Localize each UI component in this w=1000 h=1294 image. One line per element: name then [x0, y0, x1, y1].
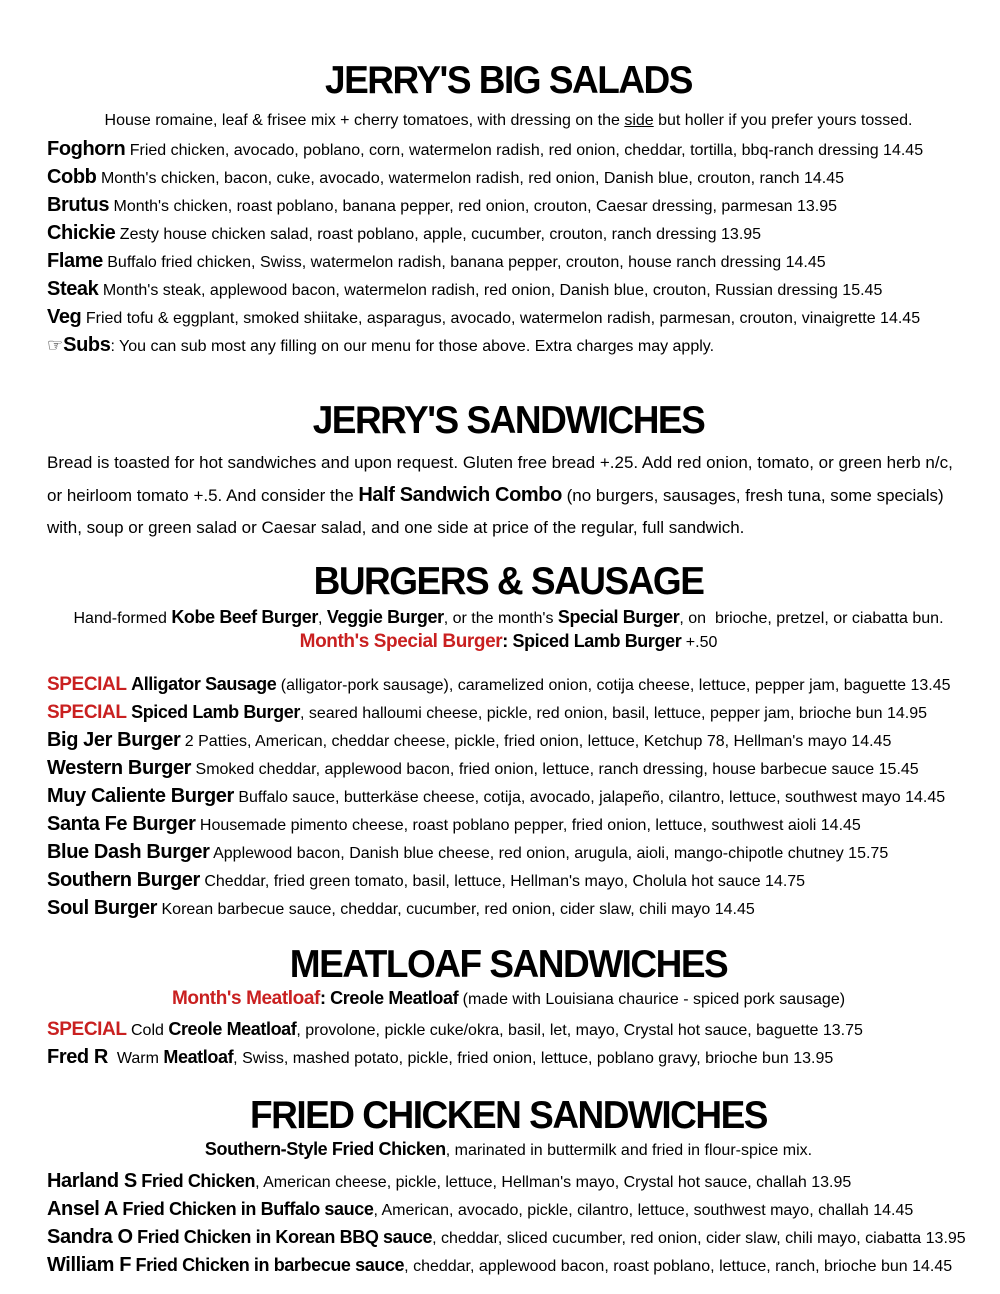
text-segment: (alligator-pork sausage), caramelized onion, cotija cheese, lettuce, pepper jam, baguette 13.45 [276, 677, 951, 694]
text-segment: , seared halloumi cheese, pickle, red onion, basil, lettuce, pepper jam, brioche bun 14.95 [299, 705, 927, 722]
text-segment: Big Jer Burger [47, 729, 181, 751]
text-segment: Meatloaf [163, 1047, 234, 1067]
menu-item-special-alligator-sausage [47, 671, 970, 699]
section-title-meatloaf-sandwiches: MEATLOAF SANDWICHES [289, 942, 728, 986]
menu-item-southern-burger [47, 867, 970, 895]
text-segment: Fried Chicken in Korean BBQ sauce [137, 1227, 433, 1247]
pointing-finger-icon: ☞ [47, 335, 64, 356]
menu-item-soul-burger [47, 895, 970, 923]
menu-item-muy-caliente-burger [47, 783, 970, 811]
text-segment: Western Burger [47, 757, 192, 779]
text-segment: Chickie [47, 222, 116, 244]
text-segment: Month's chicken, roast poblano, banana pepper, red onion, crouton, Caesar dressing, parmesan 13.95 [109, 198, 838, 215]
text-segment: Housemade pimento cheese, roast poblano pepper, fried onion, lettuce, southwest aioli 14.45 [195, 817, 861, 834]
text-segment: Veggie Burger [326, 607, 444, 627]
menu-item-big-jer-burger [47, 727, 970, 755]
text-segment: Flame [47, 250, 103, 272]
text-segment: Applewood bacon, Danish blue cheese, red onion, arugula, aioli, mango-chipotle chutney 15.75 [209, 845, 889, 862]
text-segment: , on brioche, pretzel, or ciabatta bun. [679, 610, 944, 627]
text-segment: Half Sandwich Combo [358, 484, 562, 506]
text-segment: SPECIAL [47, 674, 132, 695]
section-title-fried-chicken: FRIED CHICKEN SANDWICHES [250, 1093, 767, 1137]
menu-item-william-f [47, 1252, 970, 1280]
menu-item-foghorn [47, 136, 970, 164]
text-segment: Foghorn [47, 138, 126, 160]
text-segment: Cold [126, 1022, 169, 1039]
menu-item-veg [47, 304, 970, 332]
text-segment: Fried Chicken [141, 1171, 256, 1191]
text-segment: Month's steak, applewood bacon, watermelon radish, red onion, Danish blue, crouton, Russian dressing 15.45 [98, 282, 883, 299]
text-segment: but holler if you prefer yours tossed. [653, 112, 913, 129]
text-segment: Month's Special Burger [299, 631, 503, 652]
text-segment: Fried chicken, avocado, poblano, corn, watermelon radish, red onion, cheddar, tortilla, bbq-ranch dressing 14.45 [125, 142, 924, 159]
text-segment: (made with Louisiana chaurice - spiced pork sausage) [458, 991, 846, 1008]
menu-item-ansel-a [47, 1196, 970, 1224]
fried-chicken-intro-note [47, 1138, 970, 1162]
section-fried-chicken-sandwiches [47, 1093, 970, 1280]
text-segment: Hand-formed [73, 610, 172, 627]
text-segment: Southern-Style Fried Chicken [204, 1139, 446, 1159]
text-segment: Buffalo sauce, butterkäse cheese, cotija, avocado, jalapeño, cilantro, lettuce, southwest mayo 14.45 [233, 789, 946, 806]
text-segment: Fred R [47, 1046, 108, 1068]
menu-item-chickie [47, 220, 970, 248]
text-segment: Brutus [47, 194, 110, 216]
section-burgers-sausage [47, 559, 970, 923]
text-segment: Veg [47, 306, 82, 328]
text-segment: , marinated in buttermilk and fried in flour-spice mix. [445, 1142, 813, 1159]
menu-item-fred-r-meatloaf [47, 1044, 970, 1072]
text-segment: Spiced Lamb Burger [131, 702, 300, 722]
text-segment: : You can sub most any filling on our menu for those above. Extra charges may apply. [110, 338, 715, 355]
text-segment: Subs [63, 334, 111, 356]
text-segment: : Creole Meatloaf [319, 988, 459, 1008]
text-segment: Harland S [47, 1170, 137, 1192]
text-segment: , [317, 610, 327, 627]
text-segment: Kobe Beef Burger [171, 607, 318, 627]
text-segment: Korean barbecue sauce, cheddar, cucumber, red onion, cider slaw, chili mayo 14.45 [157, 901, 755, 918]
text-segment: , or the month's [443, 610, 558, 627]
text-segment: , cheddar, applewood bacon, roast poblano, lettuce, ranch, brioche bun 14.45 [404, 1258, 953, 1275]
text-segment: Warm [107, 1050, 164, 1067]
section-title-sandwiches: JERRY'S SANDWICHES [312, 398, 705, 442]
menu-item-cobb [47, 164, 970, 192]
subs-note [47, 332, 970, 360]
text-segment: Muy Caliente Burger [47, 785, 234, 807]
menu-item-brutus [47, 192, 970, 220]
menu-item-special-creole-meatloaf [47, 1016, 970, 1044]
text-segment: , American, avocado, pickle, cilantro, lettuce, southwest mayo, challah 14.45 [373, 1202, 914, 1219]
text-segment: Bread is toasted for hot sandwiches and upon request. Gluten free bread +.25. Add red onion, tomato, or green herb n/c, or heirloom tomato +.5. And consider the [47, 453, 958, 505]
salads-intro-note [47, 108, 970, 133]
menu-item-blue-dash-burger [47, 839, 970, 867]
text-segment: Blue Dash Burger [47, 841, 210, 863]
text-segment: Santa Fe Burger [47, 813, 196, 835]
text-segment: Sandra O [47, 1226, 133, 1248]
text-segment: SPECIAL [47, 1019, 127, 1040]
section-sandwiches [47, 398, 970, 544]
text-segment: Special Burger [557, 607, 680, 627]
text-segment: , cheddar, sliced cucumber, red onion, cider slaw, chili mayo, ciabatta 13.95 [432, 1230, 966, 1247]
section-title-burgers-sausage: BURGERS & SAUSAGE [313, 559, 704, 603]
text-segment: Smoked cheddar, applewood bacon, fried onion, lettuce, ranch dressing, house barbecue sauce 15.45 [191, 761, 919, 778]
section-meatloaf-sandwiches [47, 942, 970, 1072]
text-segment: +.50 [681, 634, 718, 651]
text-segment: Zesty house chicken salad, roast poblano, apple, cucumber, crouton, ranch dressing 13.95 [115, 226, 762, 243]
menu-item-flame [47, 248, 970, 276]
months-meatloaf-line [47, 987, 970, 1011]
text-segment: William F [47, 1254, 132, 1276]
text-segment: Southern Burger [47, 869, 200, 891]
burgers-intro-note [47, 606, 970, 630]
text-segment: Soul Burger [47, 897, 158, 919]
text-segment: House romaine, leaf & frisee mix + cherry tomatoes, with dressing on the [104, 112, 625, 129]
sandwiches-intro-paragraph [47, 447, 970, 544]
menu-item-western-burger [47, 755, 970, 783]
text-segment: : Spiced Lamb Burger [502, 631, 682, 651]
text-segment: Fried Chicken in barbecue sauce [135, 1255, 405, 1275]
text-segment: SPECIAL [47, 702, 132, 723]
text-segment: Fried tofu & eggplant, smoked shiitake, asparagus, avocado, watermelon radish, parmesan, crouton, vinaigrette 14.45 [81, 310, 921, 327]
text-segment: Cheddar, fried green tomato, basil, lettuce, Hellman's mayo, Cholula hot sauce 14.75 [199, 873, 806, 890]
text-segment: , Swiss, mashed potato, pickle, fried onion, lettuce, poblano gravy, brioche bun 13.95 [233, 1050, 834, 1067]
months-special-burger-line [47, 630, 970, 654]
text-segment: Steak [47, 278, 99, 300]
menu-item-harland-s [47, 1168, 970, 1196]
menu-item-santa-fe-burger [47, 811, 970, 839]
section-title-big-salads: JERRY'S BIG SALADS [325, 58, 692, 102]
text-segment: 2 Patties, American, cheddar cheese, pickle, fried onion, lettuce, Ketchup 78, Hellman's mayo 14.45 [180, 733, 892, 750]
menu-item-special-spiced-lamb-burger [47, 699, 970, 727]
text-segment: , provolone, pickle cuke/okra, basil, let, mayo, Crystal hot sauce, baguette 13.75 [296, 1022, 863, 1039]
text-segment: Month's chicken, bacon, cuke, avocado, watermelon radish, red onion, Danish blue, crouton, ranch 14.45 [96, 170, 844, 187]
text-segment: Month's Meatloaf [171, 988, 320, 1009]
text-segment: Alligator Sausage [131, 674, 277, 694]
text-segment: Buffalo fried chicken, Swiss, watermelon radish, banana pepper, crouton, house ranch dressing 14.45 [102, 254, 826, 271]
section-big-salads [47, 58, 970, 360]
text-segment: Cobb [47, 166, 97, 188]
text-segment: Ansel A [47, 1198, 118, 1220]
text-segment: Fried Chicken in Buffalo sauce [122, 1199, 374, 1219]
text-segment: side [624, 112, 654, 129]
menu-item-sandra-o [47, 1224, 970, 1252]
text-segment: Creole Meatloaf [168, 1019, 297, 1039]
menu-item-steak [47, 276, 970, 304]
text-segment: , American cheese, pickle, lettuce, Hellman's mayo, Crystal hot sauce, challah 13.95 [255, 1174, 852, 1191]
text-segment: (no burgers, sausages, fresh tuna, some specials) with, soup or green salad or Caesar salad, and one side at price of the regular, full sandwich. [47, 486, 949, 537]
